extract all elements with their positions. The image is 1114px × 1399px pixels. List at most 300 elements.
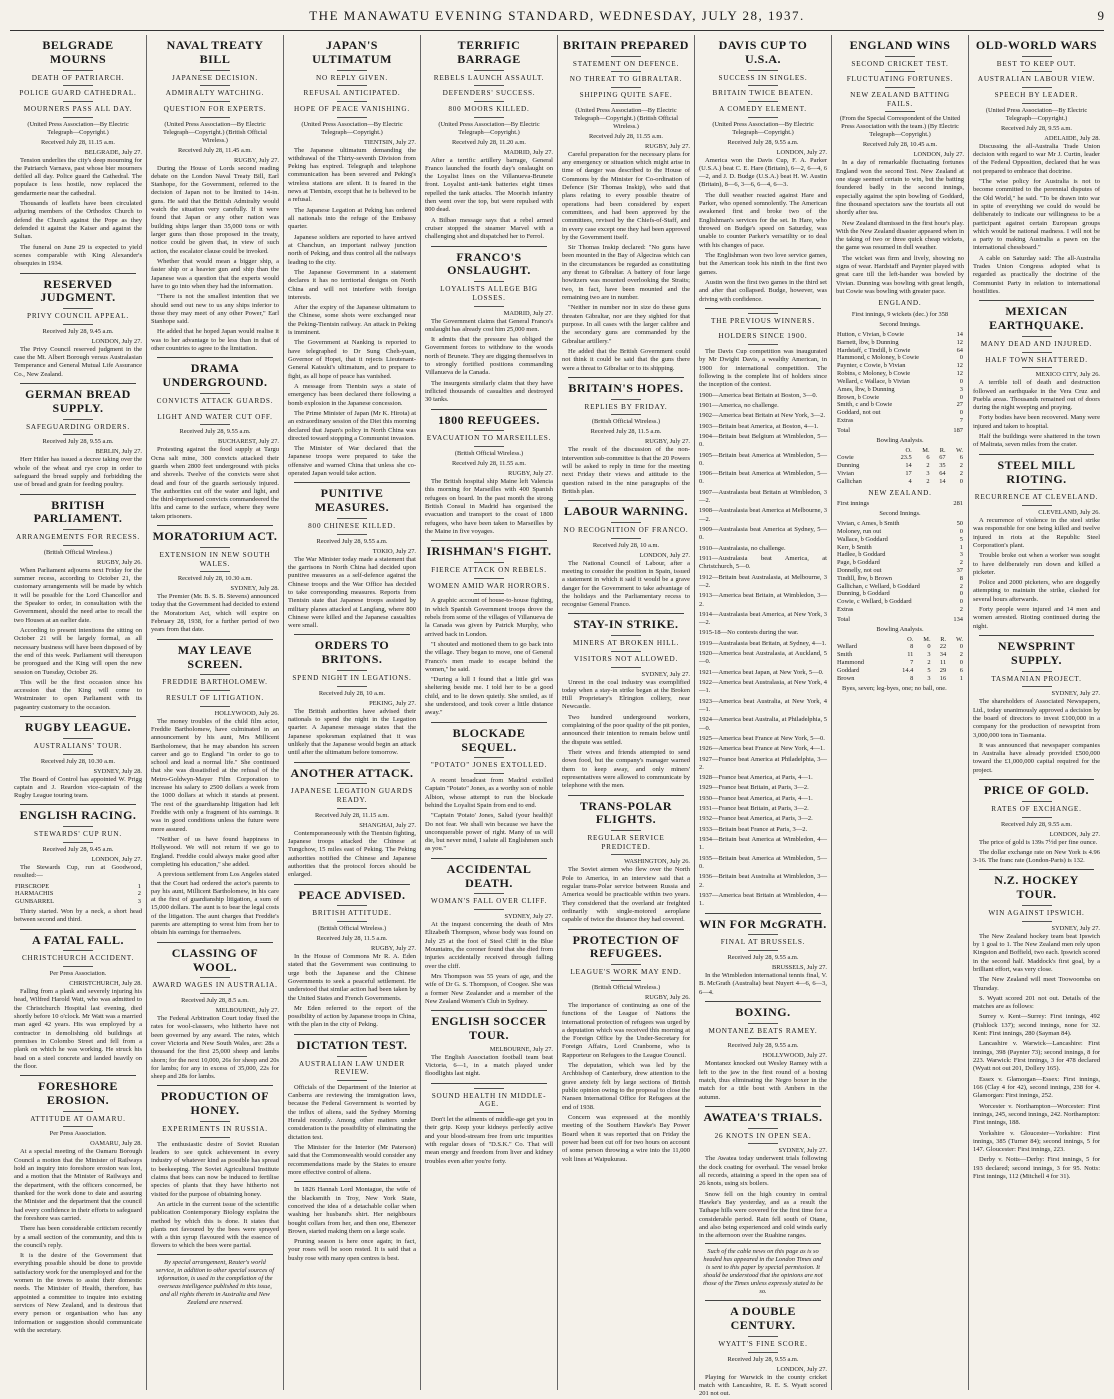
nz-bowling — [836, 636, 964, 683]
page-number: 9 — [1097, 8, 1104, 23]
runs: 0 — [959, 590, 963, 598]
subheadline: 800 CHINESE KILLED. — [308, 521, 396, 530]
story-rule — [20, 494, 136, 495]
runs: 0 — [959, 354, 963, 362]
winner-line: 1920—America beat Australasia, at Auckland, 5—0. — [699, 650, 827, 666]
batsman: Tindill, lbw, b Brown — [837, 574, 892, 582]
runs: 7 — [959, 416, 963, 424]
subheadline: SUCCESS IN SINGLES. — [718, 73, 808, 82]
subheadline: ATTITUDE AT OAMARU. — [30, 1114, 126, 1123]
subhead-divider — [885, 87, 915, 88]
subhead-divider — [1022, 817, 1052, 818]
paragraph: Snow fell on the high country in central Hawke's Bay yesterday, and as a result the Taihape hills were covered for the first time for a considerable period. Rain fell south of Otane, and also being experienced and cold winds early in the afternoon over the Ruahine ranges. — [699, 1190, 827, 1240]
subhead-divider — [63, 324, 93, 325]
england-batting — [836, 331, 964, 425]
story-rule — [431, 409, 547, 410]
dateline: SYDNEY, July 28. — [230, 585, 279, 593]
paragraph: Austin won the first two games in the third set and after that collapsed. Budge, however, was driving with confidence. — [699, 278, 827, 303]
received-time: Received July 28, 11.5 a.m. — [590, 428, 662, 436]
wire-credit: (United Press Association—By Electric Telegraph—Copyright.) — [712, 120, 814, 136]
headline: DICTATION TEST. — [296, 1037, 408, 1052]
subheadline: JAPANESE LEGATION GUARDS READY. — [290, 787, 414, 804]
batting-row — [836, 409, 964, 417]
dateline: SHANGHAI, July 27. — [359, 821, 416, 829]
subhead-divider — [1022, 505, 1052, 506]
received-time: Received July 28, 9.55 a.m. — [727, 953, 799, 961]
paragraph: After a terrific artillery barrage, General Franco launched the fourth day's onslaught on the Loyalist lines on the Villanueva-Brunete front. Loyalist anti-tank batteries eight times repelled the tank attacks. The Moorish infantry then went over the top, but were repulsed with 800 dead. — [425, 156, 553, 214]
story-rule — [431, 246, 547, 247]
bowling-cell: Hammond — [837, 659, 864, 667]
subheadline: ADMIRALTY WATCHING. — [165, 89, 265, 98]
paragraph: In the Wimbledon international tennis final, V. B. McGrath (Australia) beat Nuyert 4—6, 6—3, 6—4. — [699, 971, 827, 996]
story-rule — [705, 308, 821, 309]
story-rule — [294, 884, 410, 885]
winner-line: 1904—Britain beat Belgium at Wimbledon, 5—0. — [699, 432, 827, 449]
dateline: MELBOURNE, July 27. — [215, 1006, 279, 1014]
paragraph: According to present intentions the sitting on October 21 will be largely formal, as all necessary business will have been disposed of by the end of this week. Parliament will thereupon be prorogued and the King will open the new session on Tuesday, October 26. — [14, 626, 142, 676]
subhead-divider — [200, 101, 230, 102]
bowling-row — [836, 470, 964, 478]
story-rule — [568, 795, 684, 796]
column — [558, 35, 695, 1390]
story — [14, 716, 142, 800]
story — [425, 246, 553, 405]
subhead-divider — [337, 518, 367, 519]
headline: ACCIDENTAL DEATH. — [446, 861, 532, 890]
subhead-divider — [748, 950, 778, 951]
result-place: 1 — [137, 882, 141, 890]
winner-line: 1928—France beat America, at Paris, 4—1. — [699, 774, 813, 782]
subhead-divider — [474, 1088, 504, 1089]
paragraph: The War Minister today made a statement that the garrisons in North China had decided upon punitive measures as a self-defence against the Chinese troops and the War Office has decided to take corresponding measures. Reports from Tientsin state that Japanese troops assisted by military planes attacked at Langfang, where 800 Chinese were killed and the Japanese casualties were small. — [288, 555, 416, 630]
subhead-divider — [474, 562, 504, 563]
subheadline: WOMEN AMID WAR HORRORS. — [427, 581, 551, 590]
results-row — [14, 890, 142, 898]
subhead-divider — [885, 56, 915, 57]
story — [14, 273, 142, 379]
dateline: MELBOURNE, July 27. — [489, 1045, 553, 1053]
runs: 0 — [959, 527, 963, 535]
paragraph: The dollar exchange rate on New York is 4.96 3-16. The franc rate (London-Paris) is 132. — [973, 848, 1100, 865]
received-time: Received July 28, 10 a.m. — [318, 689, 386, 697]
story-rule — [431, 858, 547, 859]
bowling-cell: 2 — [926, 477, 930, 485]
story — [973, 869, 1100, 1181]
headline: DAVIS CUP TO U.S.A. — [718, 38, 808, 66]
paragraph: "The wise policy for Australia is not to become committed to the perennial disputes of the Old World," he said. "To be drawn into war in spite of everything we could do would be deliberately to indicate our willingness to be a participant against certain European groups which would be national madness. I will not be a party to making Australia a pawn on the international chessboard." — [973, 177, 1100, 252]
subhead-divider — [63, 70, 93, 71]
subhead-divider — [1022, 921, 1052, 922]
batting-row — [836, 386, 964, 394]
received-time: Received July 28, 11.20 a.m. — [452, 138, 526, 146]
nz-batting — [836, 520, 964, 614]
subhead-divider — [885, 111, 915, 112]
subheadline: AUSTRALIANS' TOUR. — [33, 741, 123, 750]
subhead-divider — [63, 754, 93, 755]
runs: 12 — [956, 370, 963, 378]
subheadline: DEATH OF PATRIARCH. — [31, 73, 125, 82]
subhead-divider — [474, 446, 504, 447]
winner-line: 1933—Britain beat France at Paris, 3—2. — [699, 825, 808, 833]
subhead-divider — [63, 419, 93, 420]
subhead-divider — [611, 103, 641, 104]
bowling-cell: 64 — [939, 470, 946, 477]
story — [562, 39, 690, 373]
batting-row — [836, 551, 964, 559]
story — [699, 1300, 827, 1398]
subheadline: AWARD WAGES IN AUSTRALIA. — [152, 981, 278, 990]
received-time: Received July 28, 10 a.m. — [592, 541, 660, 549]
paragraph: In a day of remarkable fluctuating fortunes England won the second Test. New Zealand at one stage seemed certain to win, but the batting foundered badly in the second innings, especially against the spin bowling of Goddard, fine thousand spectators saw the tourists all out shortly after tea. — [836, 159, 964, 217]
story — [151, 942, 279, 1082]
dateline: MADRID, July 27. — [503, 309, 553, 317]
subheadline: AUSTRALIAN LABOUR VIEW. — [977, 75, 1096, 84]
paragraph: A graphic account of house-to-house fighting, in which Spanish Government troops drove the rebels from some of the villages of Villanueva de la Canada was given by Patrick Murphy, who arrived back in London. — [425, 597, 554, 638]
headline: DRAMA UNDERGROUND. — [162, 361, 268, 390]
paragraph: Officials of the Department of the Interior at Canberra are reviewing the immigration laws, because the Federal Government is worried by the influx of aliens, said the Sydney Morning Herald recently. Among other matters under consideration is the possibility of eliminating the dictation test. — [288, 1083, 416, 1141]
story — [425, 722, 553, 854]
story — [288, 1181, 416, 1263]
story — [288, 482, 416, 630]
subhead-divider — [474, 101, 504, 102]
story-rule — [979, 869, 1094, 870]
subhead-divider — [748, 85, 778, 86]
batsman: Wellard, c Wallace, b Vivian — [837, 377, 910, 385]
story — [425, 1010, 553, 1079]
headline: MORATORIUM ACT. — [152, 529, 278, 544]
subhead-divider — [200, 674, 230, 675]
story — [973, 39, 1100, 296]
subheadline: SPEND NIGHT IN LEGATIONS. — [292, 674, 412, 683]
paragraph: The Awatea today underwent trials following the dock coating for overhaul. The vessel broke all records, attaining a speed in the open sea of 26 knots, using six boilers. — [699, 1155, 827, 1188]
winner-line: 1913—America beat Britain, at Wimbledon, 3—2. — [699, 592, 827, 608]
subhead-divider — [748, 1038, 778, 1039]
story-rule — [20, 1075, 136, 1076]
winner-line: 1926—America beat France at New York, 4—1. — [699, 745, 825, 753]
story — [425, 540, 553, 717]
batsman: Hardstaff, c Tindill, b Cowie — [837, 346, 911, 354]
batting-row — [836, 583, 964, 591]
subhead-divider — [611, 667, 641, 668]
winner-line: 1934—Britain beat America at Wimbledon, 4—1. — [699, 836, 827, 852]
subhead-divider — [474, 430, 504, 431]
story-rule — [705, 913, 821, 914]
paragraph: In 1826 Hannah Lord Montague, the wife of the blacksmith in Troy, New York State, conceived the idea of a detachable collar when washing her husband's shirt. Her neighbours bought collars from her, and then one, Ebenezer Brown, started making them on a large scale. — [288, 1186, 416, 1235]
paragraph: The Board of Control has appointed W. Prigg captain and J. Reardon vice-captain of the Rugby League touring team. — [14, 775, 142, 800]
headline: JAPAN'S ULTIMATUM — [312, 38, 392, 66]
dateline: PEKING, July 27. — [369, 699, 416, 707]
bowling-row — [836, 675, 964, 683]
subhead-divider — [748, 344, 778, 345]
dateline: MEXICO CITY, July 26. — [1035, 371, 1100, 379]
runs: 12 — [956, 338, 963, 346]
subheadline: LOYALISTS ALLEGE BIG LOSSES. — [440, 285, 538, 302]
headline: PEACE ADVISED. — [298, 887, 406, 902]
story-rule — [568, 929, 684, 930]
story — [699, 308, 827, 909]
story-rule — [20, 273, 136, 274]
subhead-divider — [474, 593, 504, 594]
bowling-cell: 0 — [959, 643, 963, 651]
paragraph: The Premier (Mr. B. S. B. Stevens) announced today that the Government had decided to extend the Moratorium Act, which will expire on February 28, 1938, for a further period of two years from that date. — [151, 593, 279, 634]
bowling-cell: 8 — [910, 643, 914, 651]
story — [973, 635, 1100, 775]
received-time: Received July 28, 9.45 a.m. — [42, 327, 114, 335]
subhead-divider — [63, 101, 93, 102]
batting-row — [836, 598, 964, 606]
total-row-table — [836, 427, 964, 435]
paragraph: He added that he hoped Japan would realise it was to her advantage to be less than in that of other countries to agree to the limitation. — [151, 328, 279, 353]
column — [147, 35, 284, 1390]
bowling-row — [836, 454, 964, 462]
headline: ANOTHER ATTACK. — [290, 765, 414, 780]
story-rule — [294, 482, 410, 483]
headline: MAY LEAVE SCREEN. — [177, 642, 253, 671]
subhead-divider — [748, 1128, 778, 1129]
subhead-divider — [1022, 905, 1052, 906]
paragraph: Montanez knocked out Wesley Ramey with a left to the jaw in the first round of a boxing match, thus eliminating the Negro boxer in the match for a title bout with Ambers in the autumn. — [699, 1060, 827, 1101]
subhead-divider — [748, 328, 778, 329]
subhead-divider — [63, 842, 93, 843]
paragraph: The wicket was firm and lively, showing no signs of wear. Hardstaff and Paynter played with great care till the left-hander was bowled by Vivian. Dunning was bowling with great length, but Cowie was bowling with greater pace. — [836, 254, 964, 296]
wire-credit: Per Press Association. — [49, 1130, 107, 1138]
subheadline: VISITORS NOT ALLOWED. — [573, 654, 679, 663]
paragraph: Herr Hitler has issued a decree taking over the whole of the wheat and rye crop in order to safeguard the bread supply and forbidding the use of bread and grain for feeding poultry. — [14, 456, 142, 489]
paragraph: Two hundred underground workers, complaining of the poor quality of the pit ponies, announced their intention to remain below until the dispute was settled. — [562, 713, 690, 746]
column — [695, 35, 832, 1398]
bowling-cell: 2 — [926, 462, 930, 470]
story — [562, 377, 690, 496]
dateline: BUCHAREST, July 27. — [218, 438, 279, 446]
masthead — [10, 8, 1104, 31]
subheadline: CONVICTS ATTACK GUARDS. — [156, 396, 274, 405]
subheadline: SAFEGUARDING ORDERS. — [26, 422, 130, 431]
story — [699, 913, 827, 997]
bowling-cell: 2 — [959, 462, 963, 470]
england-bowling — [836, 447, 964, 486]
subheadline: SECOND CRICKET TEST. — [851, 59, 949, 68]
subheadline: BEST TO KEEP OUT. — [996, 59, 1077, 68]
wire-credit: (From the Special Correspondent of the United Press Association with the team.) (By Electric Telegraph—Copyright.) — [839, 115, 961, 139]
paragraph: Derby v. Notts—Derby: First innings, 5 for 193 declared; second innings, 3 for 95. Notts: First innings, 112 (Mitchell 4 for 31). — [973, 1156, 1100, 1181]
subheadline: MOURNERS PASS ALL DAY. — [23, 104, 133, 113]
subheadline: AUSTRALIAN LAW UNDER REVIEW. — [299, 1059, 405, 1077]
subheadline: RESULT OF LITIGATION. — [165, 693, 265, 702]
paragraph: The New Zealand hockey team beat Ipswich by 1 goal to 1. The New Zealand men rely upon Kingston and Boffield, two each. Ipswich scored in the second half. Maddock's first goal, by a brilliant effort, was very close. — [973, 932, 1100, 973]
bowling-cell: 2 — [959, 470, 963, 477]
bowling-header — [836, 447, 964, 455]
headline: AWATEA'S TRIALS. — [703, 1109, 823, 1124]
batting-row — [836, 575, 964, 583]
story — [973, 300, 1100, 449]
batsman: Wallace, b Goddard — [837, 535, 888, 543]
story-rule — [20, 383, 136, 384]
subheadline: QUESTION FOR EXPERTS. — [163, 104, 267, 113]
headline: OLD-WORLD WARS — [975, 38, 1098, 52]
subhead-divider — [337, 921, 367, 922]
results-row — [14, 883, 142, 891]
wire-credit: (United Press Association—By Electric Telegraph—Copyright.) — [301, 120, 403, 136]
story — [699, 1106, 827, 1297]
paragraph: The deputation, which was led by the Archbishop of Canterbury, drew attention to the grave anxiety felt by large sections of British public opinion owing to the proposal to close the Nansen International Office for Refugees at the end of 1938. — [562, 1062, 690, 1111]
paragraph: The result of the discussion of the non-intervention sub-committee is that the 20 Powers will be asked to reply in time for the meeting next Friday their views and attitude to the question raised in the nine paragraphs of the British plan. — [562, 446, 690, 495]
received-time: Received July 28, 9.55 a.m. — [727, 1355, 799, 1363]
paragraph: The Prime Minister of Japan (Mr K. Hirota) at an extraordinary session of the Diet this morning declared that Japan's policy in North China was directed toward stopping a Communist invasion. — [288, 409, 416, 442]
subheadline: WYATT'S FINE SCORE. — [718, 1340, 808, 1349]
runs: 27 — [956, 401, 963, 409]
total-row — [836, 427, 964, 435]
runs: 1 — [959, 543, 963, 551]
subheadline: FREDDIE BARTHOLOMEW. — [162, 678, 268, 687]
bowling-cell: 7 — [910, 659, 914, 667]
subheadline: HOPE OF PEACE VANISHING. — [294, 104, 410, 113]
winner-line: 1921—America beat Japan, at New York, 5—0. — [699, 668, 824, 676]
paragraph: This will be the first occasion since his accession that the King will come to Westminster to open Parliament with its pageantry customary to the occasion. — [14, 678, 142, 711]
subhead-divider — [748, 1143, 778, 1144]
subhead-divider — [1022, 686, 1052, 687]
story-rule — [294, 762, 410, 763]
paragraph: The Soviet airmen who flew over the North Pole to America, in an interview said that a regular trans-Polar service between Russia and America would be practicable within two years. They considered that the overland air freighted ordinarily with single-motored aeroplane capable of twice the distance they had covered. — [562, 866, 690, 924]
subhead-divider — [611, 414, 641, 415]
subheadline: SPEECH BY LEADER. — [994, 91, 1079, 100]
paragraph: After the expiry of the Japanese ultimatum to the Chinese, some shots were exchanged near the Peking-Tientsin railway. An attack in Peking is imminent. — [288, 304, 416, 337]
results-table — [14, 883, 142, 906]
total-runs: 134 — [953, 615, 963, 623]
wire-credit: (British Official Wireless.) — [591, 418, 661, 426]
subhead-divider — [1022, 352, 1052, 353]
paragraph: The Japanese ultimatum demanding the withdrawal of the Thirty-seventh Division from Peking has expired. Telegraph and telephone communication has been severed and Peking's wireless stations are silent. It is feared in the news at Tientsin, except that he is believed to be a refusal. — [288, 146, 416, 204]
received-time: Received July 28, 11.55 a.m. — [452, 460, 526, 468]
paragraph: Unrest in the coal industry was exemplified today when a stay-in strike began at the Broken Hill Proprietary's Elrington colliery, near Newcastle. — [562, 678, 690, 711]
paragraph: In the House of Commons Mr R. A. Eden stated that the Government was continuing to urge both the Japanese and the Chinese Governments to seek a peaceful settlement. He understood that similar action had been taken by the United States and French Governments. — [288, 952, 416, 1002]
story — [151, 639, 279, 938]
results-row — [14, 898, 142, 906]
subhead-divider — [474, 757, 504, 758]
paragraph: Thirty started. Won by a neck, a short head between second and third. — [14, 907, 142, 924]
batsman: Page, b Goddard — [837, 559, 880, 567]
batsman: Cowie, c Wellard, b Goddard — [837, 598, 912, 606]
subhead-divider — [748, 117, 778, 118]
paragraph: Police and 2000 picketers, who are doggedly attempting to maintain the strike, clashed for several hours afterwards. — [973, 579, 1100, 603]
bowling-row — [836, 478, 964, 486]
wire-credit: Per Press Association. — [49, 970, 107, 978]
subheadline: ARRANGEMENTS FOR RECESS. — [15, 533, 141, 542]
bowling-cell: 16 — [939, 674, 947, 682]
bowling-cell: 6 — [926, 454, 930, 462]
subhead-divider — [200, 547, 230, 548]
total-row — [836, 616, 964, 624]
paragraph: The dull weather reacted against Hare and Parker, who opened somnolently. The American awakened first and broke two of the Englishman's services for the set. In Hare, who throwed on Budge's speed on Saturday, was unable to counter Parker's versatility or to deal with his changes of pace. — [699, 191, 827, 249]
subhead-divider — [611, 71, 641, 72]
batting-row — [836, 567, 964, 575]
batting-row — [836, 590, 964, 598]
received-time: Received July 28, 10.45 a.m. — [862, 141, 938, 149]
bowling-header-cell: O. — [907, 635, 914, 643]
story — [14, 494, 142, 713]
paragraph: The importance of continuing as one of the functions of the League of Nations the international protection of refugees was urged by a deputation which was received this morning at the Foreign Office by the Under-Secretary for Foreign Affairs, Lord Cranborne, who is Rapporteur on Refugees to the League Council. — [562, 1001, 690, 1059]
batting-row — [836, 370, 964, 378]
runs: 8 — [959, 574, 963, 582]
runs: 0 — [959, 393, 963, 401]
subhead-divider — [63, 950, 93, 951]
paragraph: At the inquest concerning the death of Mrs Elizabeth Thompson, whose body was found on July 25 at the foot of Steel Cliff in the Blue Mountains, the coroner found that she died from injuries accidentally received through falling over the cliff. — [425, 921, 553, 970]
paragraph: The New Zealand will meet Toowoomba on Thursday. — [973, 976, 1100, 992]
paragraph: A cable on Saturday said: The all-Australia Trades Union Congress adopted what is regarded as practically the doctrine of the Communist Party in relation to international hostilities. — [973, 254, 1100, 296]
bowling-cell: 1 — [959, 674, 963, 682]
dateline: LONDON, July 27. — [776, 1365, 827, 1373]
subheadline: WOMAN'S FALL OVER CLIFF. — [430, 897, 548, 906]
batting-row — [836, 354, 964, 362]
runs: 12 — [956, 362, 963, 370]
winner-line: 1909—Australasia beat America at Sydney, 5—0. — [699, 526, 827, 542]
story — [562, 613, 690, 790]
paragraph: Mrs Thompson was 55 years of age, and the wife of Dr G. S. Thompson, of Coogee. She was a former New Zealander and a member of the New Zealand Women's Club in Sydney. — [425, 972, 553, 1005]
dateline: RUGBY, July 27. — [371, 944, 416, 952]
headline: NAVAL TREATY BILL — [166, 38, 264, 66]
story-rule — [431, 1010, 547, 1011]
nz-total-table — [836, 616, 964, 624]
dateline: WASHINGTON, July 26. — [624, 858, 690, 866]
story-rule — [979, 454, 1094, 455]
batting-row — [836, 606, 964, 614]
winner-line: 1906—Britain beat America at Wimbledon, 5—0. — [699, 470, 827, 486]
received-time: Received July 28, 11.55 a.m. — [589, 132, 663, 140]
story-rule — [157, 357, 273, 358]
dateline: LONDON, July 27. — [913, 151, 964, 159]
headline: WIN FOR McGRATH. — [699, 916, 827, 931]
subhead-divider — [1022, 671, 1052, 672]
subheadline: HOLDERS SINCE 1900. — [718, 332, 808, 341]
subhead-divider — [337, 117, 367, 118]
winner-line: 1903—Britain beat America, at Boston, 4—1. — [699, 422, 819, 430]
winner-line: 1937—America beat Britain at Wimbledon, 4—1. — [699, 891, 827, 908]
paragraph: Yorkshire v. Gloucester—Yorkshire: First innings, 385 (Turner 84); second innings, 5 for 147. Gloucester: First innings, 223. — [973, 1129, 1100, 1154]
subhead-divider — [748, 313, 778, 314]
subheadline: NO RECOGNITION OF FRANCO. — [563, 525, 689, 534]
scorecard-second: Second Innings. — [879, 510, 921, 518]
story-rule — [705, 1243, 821, 1244]
winner-line: 1936—Britain beat Australia at Wimbledon, 3—2. — [699, 873, 827, 889]
paragraph: The Englishman won two love service games, but the American took his ninth in the first two games. — [699, 251, 827, 276]
subheadline: SHIPPING QUITE SAFE. — [579, 91, 673, 100]
winner-line: 1932—France beat America, at Paris, 3—2. — [699, 815, 813, 823]
bowling-cell: 22 — [939, 643, 947, 651]
paragraph: The Minister of War declared that the Japanese troops were prepared to take the offensive and warned China that unless she co-operated Japan would take action. — [288, 445, 416, 478]
paragraph: The enthusiastic desire of Soviet Russian leaders to see quick achievement in every industry of whatever kind as possible has spread to beekeeping. The Soviet Agricultural Institute claims that bees can now be induced to fertilise species of plants that they have hitherto not visited for the purpose of obtaining honey. — [151, 1140, 279, 1198]
subhead-divider — [1022, 56, 1052, 57]
subheadline: 26 KNOTS IN OPEN SEA. — [714, 1131, 812, 1140]
subhead-divider — [200, 70, 230, 71]
subhead-divider — [200, 977, 230, 978]
bowling-title: Bowling Analysis. — [876, 436, 924, 444]
headline: MEXICAN EARTHQUAKE. — [989, 304, 1084, 333]
dateline: RUGBY, July 27. — [508, 470, 553, 478]
batting-row — [836, 559, 964, 567]
subhead-divider — [611, 651, 641, 652]
subheadline: "POTATO" JONES EXTOLLED. — [430, 761, 548, 770]
subheadline: REBELS LAUNCH ASSAULT. — [433, 73, 545, 82]
bowling-cell: 14 — [905, 462, 912, 470]
subhead-divider — [474, 85, 504, 86]
headline: BRITAIN'S HOPES. — [568, 380, 684, 395]
paragraph: "Neither in number nor in size do these guns threaten Gibraltar, nor are they sighted for that purpose. In all cases with the larger calibre and the secondary guns are commanded by the Gibraltar artillery." — [562, 304, 690, 345]
result-name: GUNBARREL — [15, 898, 55, 906]
story-rule — [294, 1181, 410, 1182]
received-time: Received July 28, 8.5 a.m. — [181, 996, 249, 1004]
bowling-cell: 0 — [959, 659, 963, 667]
subheadline: BRITAIN TWICE BEATEN. — [712, 89, 814, 98]
bowling-cell: 23.5 — [900, 454, 912, 462]
